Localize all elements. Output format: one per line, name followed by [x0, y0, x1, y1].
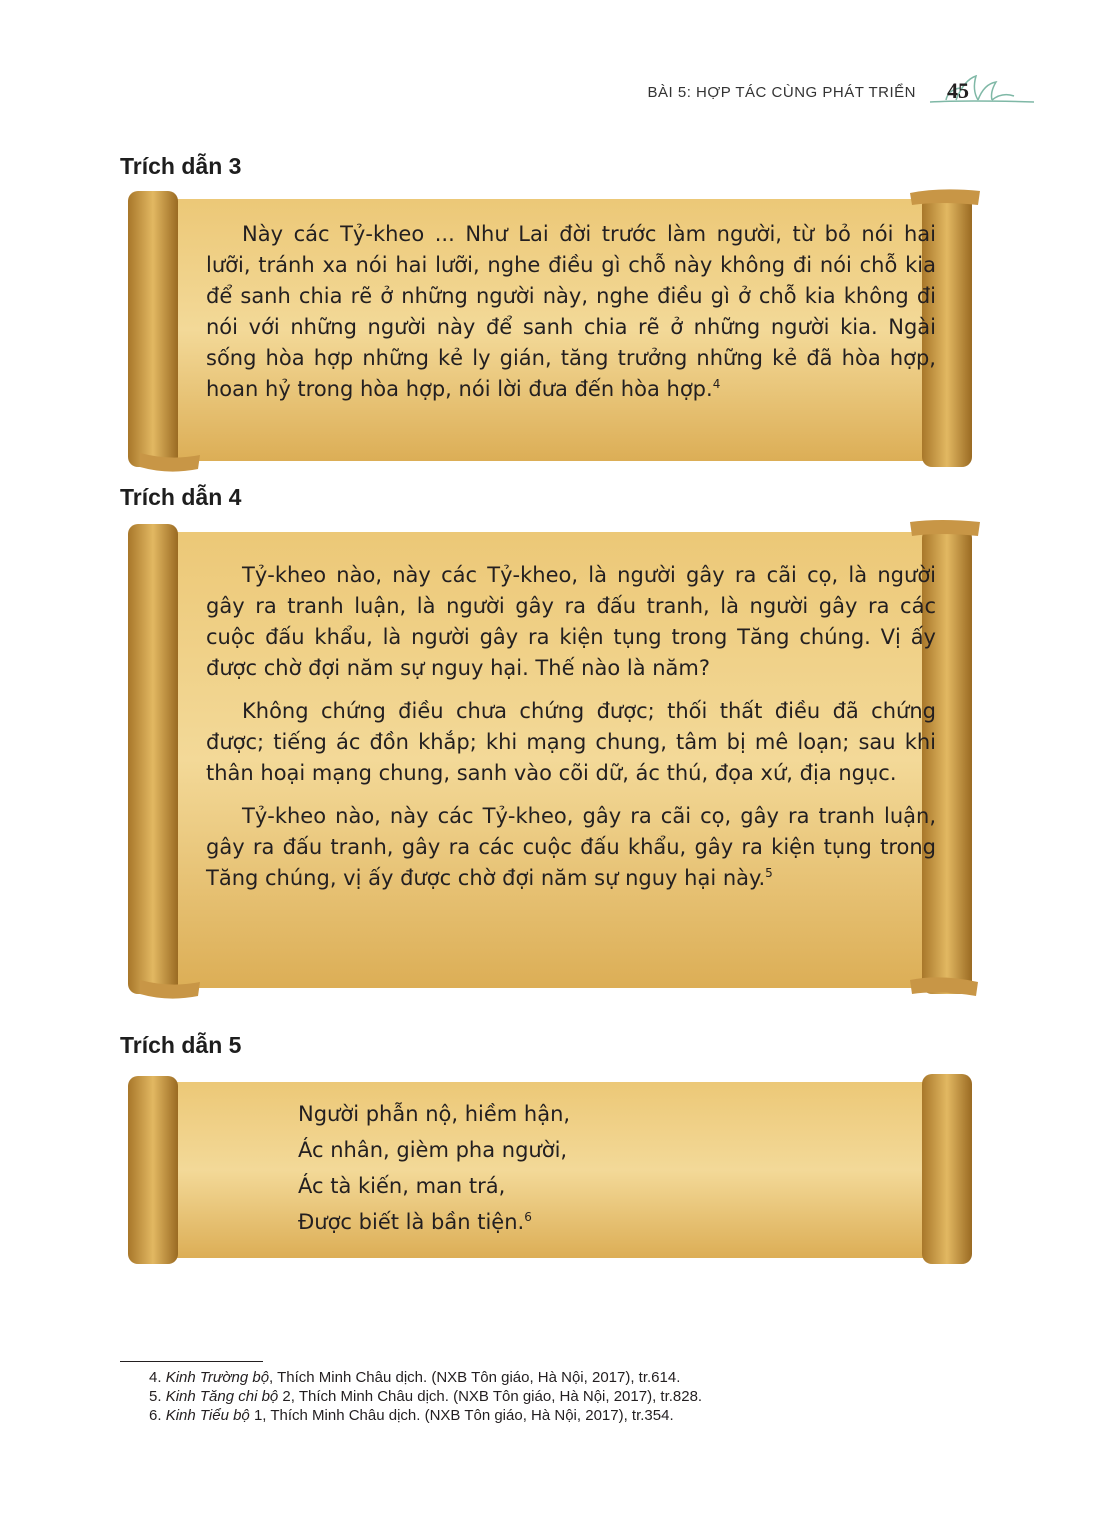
poem-line: Được biết là bần tiện.$^6$ [298, 1210, 532, 1234]
footnote-item: 5. Kinh Tăng chi bộ 2, Thích Minh Châu dịch. (NXB Tôn giáo, Hà Nội, 2017), tr.828. [149, 1388, 703, 1405]
poem-line: Ác nhân, gièm pha người, [298, 1138, 568, 1162]
footnote-item: 6. Kinh Tiểu bộ 1, Thích Minh Châu dịch. (NXB Tôn giáo, Hà Nội, 2017), tr.354. [149, 1407, 674, 1424]
quote-paragraph: Tỷ-kheo nào, này các Tỷ-kheo, là người gây ra cãi cọ, là người gây ra tranh luận, là người gây ra đấu tranh, là người gây ra các cuộc đấu khẩu, là người gây ra kiện tụng trong Tăng chúng. Vị ấy được chờ đợi năm sự nguy hại. Thế nào là năm? [206, 563, 936, 680]
quote-3-scroll [120, 185, 982, 475]
quote-5-heading: Trích dẫn 5 [120, 1032, 242, 1058]
page-header [648, 72, 1036, 112]
page-number: 45 [947, 78, 969, 103]
quote-paragraph: Tỷ-kheo nào, này các Tỷ-kheo, gây ra cãi cọ, gây ra tranh luận, gây ra đấu tranh, gây ra các cuộc đấu khẩu, gây ra kiện tụng trong Tăng chúng, vị ấy được chờ đợi năm sự nguy hại này.$^5$ [206, 804, 936, 890]
footnotes [149, 1368, 702, 1425]
footnote-ref: 6 [524, 1210, 532, 1224]
footnote-item: 4. Kinh Trường bộ, Thích Minh Châu dịch. (NXB Tôn giáo, Hà Nội, 2017), tr.614. [149, 1369, 681, 1386]
poem-line: Người phẫn nộ, hiềm hận, [298, 1102, 571, 1126]
quote-4-scroll [120, 518, 982, 1003]
footnote-ref: 5 [765, 866, 773, 880]
footnote-ref: 4 [712, 377, 721, 391]
poem-line: Ác tà kiến, man trá, [298, 1174, 506, 1198]
footnote-divider [120, 1361, 263, 1362]
quote-3-heading: Trích dẫn 3 [120, 153, 242, 179]
quote-4-heading: Trích dẫn 4 [120, 484, 242, 510]
quote-4-text [206, 560, 936, 894]
lotus-icon [926, 72, 1036, 112]
lesson-title: BÀI 5: HỢP TÁC CÙNG PHÁT TRIỂN [647, 83, 916, 101]
quote-3-text [206, 219, 936, 405]
quote-paragraph: Không chứng điều chưa chứng được; thối thất điều đã chứng được; tiếng ác đồn khắp; khi mạng chung, tâm bị mê loạn; sau khi thân hoại mạng chung, sanh vào cõi dữ, ác thú, đọa xứ, địa ngục. [206, 699, 936, 785]
quote-paragraph: Này các Tỷ-kheo ... Như Lai đời trước làm người, từ bỏ nói hai lưỡi, tránh xa nói hai lưỡi, nghe điều gì chỗ này không đi nói chỗ kia để sanh chia rẽ ở những người này, nghe điều gì ở chỗ kia không đi nói với những người này để sanh chia rẽ ở những người kia. Ngài sống hòa hợp những kẻ ly gián, tăng trưởng những kẻ đã hòa hợp, hoan hỷ trong hòa hợp, nói lời đưa đến hòa hợp.$^4$ [206, 222, 936, 401]
quote-5-scroll [120, 1070, 982, 1270]
quote-5-poem [298, 1096, 570, 1240]
